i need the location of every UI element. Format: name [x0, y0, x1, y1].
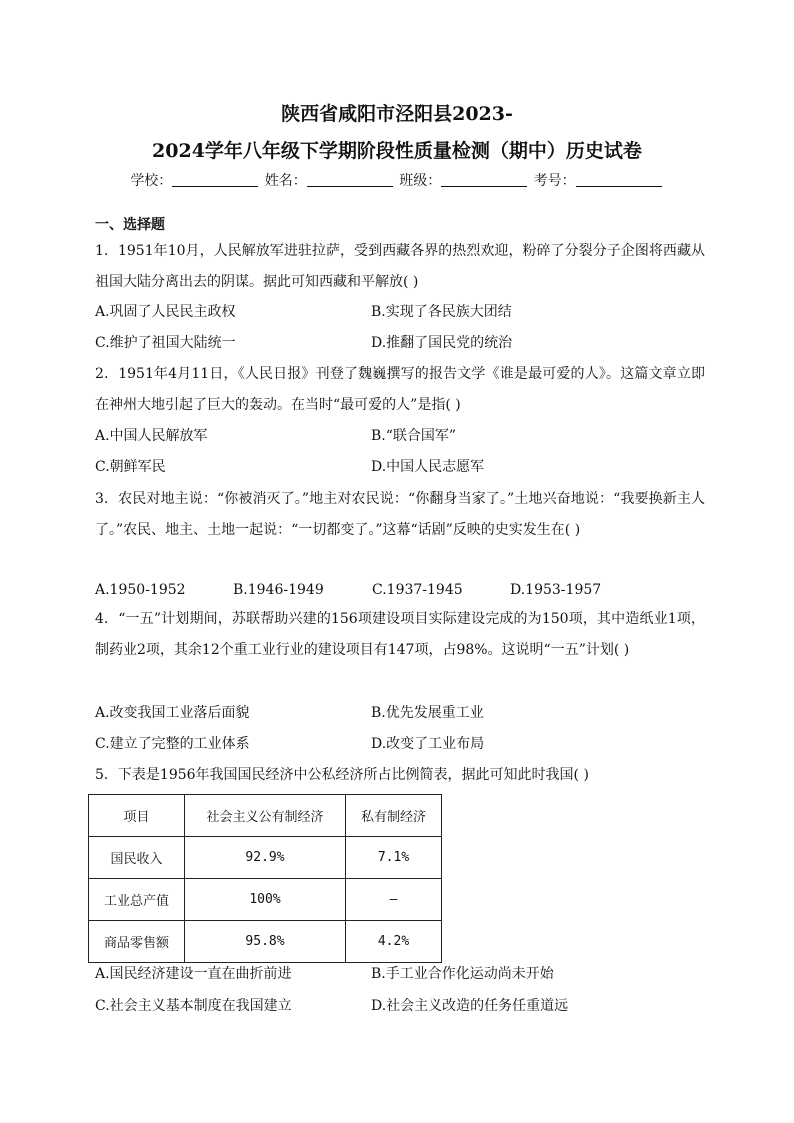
question-4: 4．“一五”计划期间，苏联帮助兴建的156项建设项目实际建设完成的为150项，其中造纸业1项，制药业2项，其余12个重工业行业的建设项目有147项，占98%。这说明“一五”计划( ) — [95, 611, 705, 658]
q5-option-d[interactable]: D.社会主义改造的任务任重道远 — [371, 998, 569, 1014]
economy-ratio-table — [88, 794, 442, 963]
question-3: 3．农民对地主说：“你被消灭了。”地主对农民说：“你翻身当家了。”土地兴奋地说：“我要换新主人了。”农民、地主、土地一起说：“一切都变了。”这幕“话剧”反映的史实发生在( ) — [95, 491, 705, 538]
question-2-options-row1 — [95, 425, 705, 447]
exam-title-line1: 陕西省咸阳市泾阳县2023- — [281, 103, 513, 125]
school-label: 学校： — [130, 173, 173, 189]
q1-option-b[interactable]: B.实现了各民族大团结 — [371, 304, 512, 320]
question-2: 2．1951年4月11日，《人民日报》刊登了魏巍撰写的报告文学《谁是最可爱的人》。这篇文章立即在神州大地引起了巨大的轰动。在当时“最可爱的人”是指( ) — [95, 366, 705, 413]
q4-option-c[interactable]: C.建立了完整的工业体系 — [95, 736, 250, 752]
exam-number-label: 考号： — [533, 173, 576, 189]
table-cell: 4.2% — [346, 921, 442, 963]
question-3-options-row — [95, 579, 705, 601]
table-header-cell: 项目 — [89, 795, 185, 837]
q2-option-d[interactable]: D.中国人民志愿军 — [371, 459, 485, 475]
q1-option-a[interactable]: A.巩固了人民民主政权 — [95, 304, 236, 320]
question-1-options-row2 — [95, 332, 705, 354]
class-blank[interactable] — [441, 172, 527, 187]
q4-option-d[interactable]: D.改变了工业布局 — [371, 736, 485, 752]
table-cell: 工业总产值 — [89, 879, 185, 921]
q5-option-b[interactable]: B.手工业合作化运动尚未开始 — [371, 966, 554, 982]
q1-option-c[interactable]: C.维护了祖国大陆统一 — [95, 335, 236, 351]
q2-option-a[interactable]: A.中国人民解放军 — [95, 428, 208, 444]
question-5: 5．下表是1956年我国国民经济中公私经济所占比例简表，据此可知此时我国( ) — [95, 767, 589, 783]
section-title: 一、选择题 — [95, 217, 165, 233]
q5-option-c[interactable]: C.社会主义基本制度在我国建立 — [95, 998, 292, 1014]
q3-option-a[interactable]: A.1950-1952 — [95, 582, 186, 598]
question-4-options-row1 — [95, 702, 705, 724]
table-header-cell: 私有制经济 — [346, 795, 442, 837]
question-1-options-row1 — [95, 301, 705, 323]
table-row — [89, 879, 442, 921]
question-5-options-row1 — [95, 963, 705, 985]
q2-option-c[interactable]: C.朝鲜军民 — [95, 459, 166, 475]
question-4-options-row2 — [95, 733, 705, 755]
question-5-options-row2 — [95, 995, 705, 1017]
table-cell: 100% — [185, 879, 346, 921]
table-row — [89, 837, 442, 879]
exam-title-line2: 2024学年八年级下学期阶段性质量检测（期中）历史试卷 — [152, 140, 642, 162]
q3-option-b[interactable]: B.1946-1949 — [233, 582, 324, 598]
q3-option-d[interactable]: D.1953-1957 — [510, 582, 602, 598]
q4-option-a[interactable]: A.改变我国工业落后面貌 — [95, 705, 250, 721]
table-cell: 95.8% — [185, 921, 346, 963]
table-cell: 国民收入 — [89, 837, 185, 879]
table-header-cell: 社会主义公有制经济 — [185, 795, 346, 837]
table-cell: 92.9% — [185, 837, 346, 879]
table-row — [89, 921, 442, 963]
q3-option-c[interactable]: C.1937-1945 — [372, 582, 463, 598]
class-label: 班级： — [399, 173, 442, 189]
question-2-options-row2 — [95, 456, 705, 478]
q5-option-a[interactable]: A.国民经济建设一直在曲折前进 — [95, 966, 292, 982]
q2-option-b[interactable]: B.“联合国军” — [371, 428, 457, 444]
question-1: 1．1951年10月，人民解放军进驻拉萨，受到西藏各界的热烈欢迎，粉碎了分裂分子企图将西藏从祖国大陆分离出去的阴谋。据此可知西藏和平解放( ) — [95, 243, 705, 290]
school-blank[interactable] — [172, 172, 258, 187]
table-cell: 商品零售额 — [89, 921, 185, 963]
name-label: 姓名： — [264, 173, 307, 189]
name-blank[interactable] — [307, 172, 393, 187]
table-header-row — [89, 795, 442, 837]
q4-option-b[interactable]: B.优先发展重工业 — [371, 705, 484, 721]
table-cell: 7.1% — [346, 837, 442, 879]
student-info-line — [0, 170, 794, 192]
table-cell: — — [346, 879, 442, 921]
q1-option-d[interactable]: D.推翻了国民党的统治 — [371, 335, 513, 351]
exam-number-blank[interactable] — [576, 172, 662, 187]
